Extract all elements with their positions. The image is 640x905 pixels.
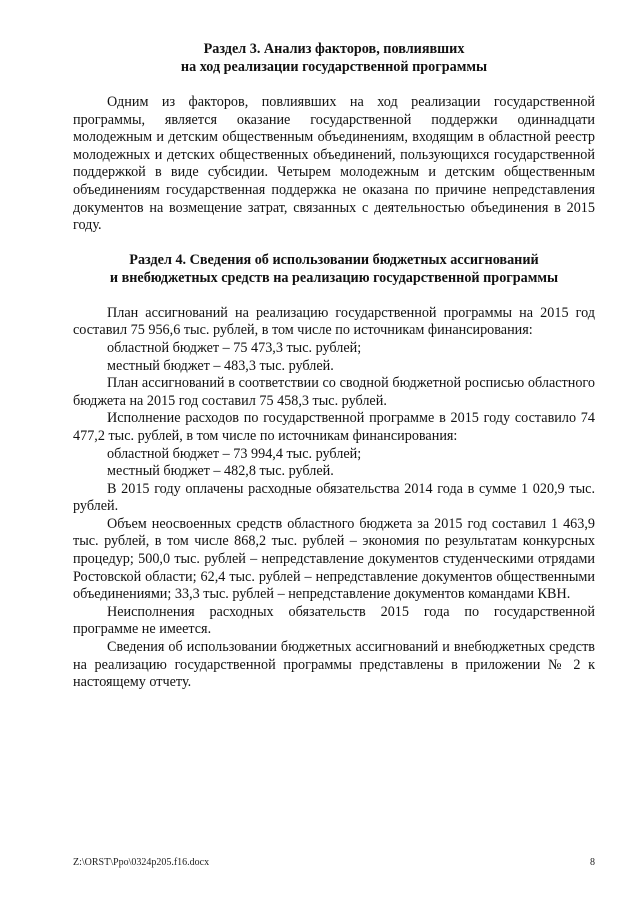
section-3-paragraph: Одним из факторов, повлиявших на ход реализации государственной программы, является оказание государственной поддержки одиннадцати молодежным и детским общественным объединениям, входящим в областной реестр молодежных и детских общественных объединений, пользующихся государственной поддержкой в виде субсидии. Четырем молодежным и детским общественным объединениям государственная поддержка не оказана по причине непредставления документов на возмещение затрат, связанных с деятельностью объединения в 2015 году. bbox=[73, 94, 595, 234]
section-4-paragraph-plan: План ассигнований на реализацию государственной программы на 2015 год составил 75 956,6 тыс. рублей, в том числе по источникам финансирования: bbox=[73, 304, 595, 339]
section-3-heading bbox=[73, 40, 595, 76]
section-3-heading-line-1: Раздел 3. Анализ факторов, повлиявших bbox=[203, 41, 465, 57]
list-item-regional-budget-plan: областной бюджет – 75 473,3 тыс. рублей; bbox=[107, 339, 362, 356]
section-3-heading-line-2: на ход реализации государственной программы bbox=[180, 59, 488, 75]
list-item-local-budget-execution: местный бюджет – 482,8 тыс. рублей. bbox=[107, 463, 334, 480]
footer-file-path: Z:\ORST\Ppo\0324p205.f16.docx bbox=[73, 857, 210, 868]
section-4-heading bbox=[73, 251, 595, 287]
section-4-heading-line-1: Раздел 4. Сведения об использовании бюджетных ассигнований bbox=[129, 251, 539, 268]
section-4-paragraph-budget-schedule: План ассигнований в соответствии со сводной бюджетной росписью областного бюджета на 2015 год составил 75 458,3 тыс. рублей. bbox=[73, 375, 595, 409]
list-item-regional-budget-execution: областной бюджет – 73 994,4 тыс. рублей; bbox=[107, 445, 362, 462]
section-4-paragraph-no-nonfulfillment: Неисполнения расходных обязательств 2015 года по государственной программе не имеется. bbox=[73, 603, 595, 638]
section-4-paragraph-unspent-funds: Объем неосвоенных средств областного бюджета за 2015 год составил 1 463,9 тыс. рублей, в том числе 868,2 тыс. рублей – экономия по результатам конкурсных процедур; 500,0 тыс. рублей – непредставление документов студенческими отрядами Ростовской области; 62,4 тыс. рублей – непредставление документов общественными объединениями; 33,3 тыс. рублей – непредставление документов командами КВН. bbox=[73, 515, 595, 603]
section-4-paragraph-execution: Исполнение расходов по государственной программе в 2015 году составило 74 477,2 тыс. рублей, в том числе по источникам финансирования: bbox=[73, 410, 595, 444]
section-4-paragraph-appendix-reference: Сведения об использовании бюджетных ассигнований и внебюджетных средств на реализацию государственной программы представлены в приложении № 2 к настоящему отчету. bbox=[73, 639, 595, 691]
document-body bbox=[73, 40, 595, 692]
section-4-heading-line-2: и внебюджетных средств на реализацию государственной программы bbox=[109, 269, 559, 286]
list-item-local-budget-plan: местный бюджет – 483,3 тыс. рублей. bbox=[107, 357, 334, 374]
section-4-paragraph-prior-obligations: В 2015 году оплачены расходные обязательства 2014 года в сумме 1 020,9 тыс. рублей. bbox=[73, 480, 595, 515]
page-number: 8 bbox=[590, 857, 595, 868]
